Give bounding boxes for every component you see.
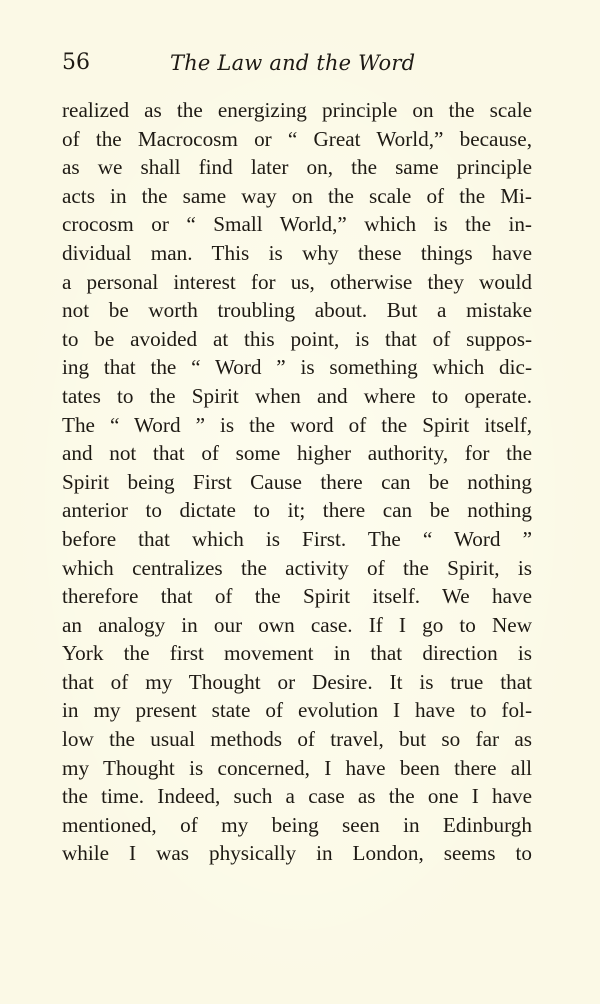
text-line: of the Macrocosm or “ Great World,” because, [62,126,532,151]
text-line: as we shall find later on, the same principle [62,155,532,180]
text-line: and not that of some higher authority, for the [62,441,532,466]
text-line: which centralizes the activity of the Spirit, is [62,555,532,580]
text-line: therefore that of the Spirit itself. We have [62,584,532,609]
text-line: an analogy in our own case. If I go to New [62,612,532,637]
text-line: The “ Word ” is the word of the Spirit itself, [62,412,532,437]
text-line: York the first movement in that direction is [62,641,532,666]
text-line: my Thought is concerned, I have been there all [62,755,532,780]
running-head [62,48,542,80]
text-line: tates to the Spirit when and where to operate. [62,383,532,408]
body-text [62,96,532,868]
text-line: the time. Indeed, such a case as the one I have [62,784,532,809]
text-line: not be worth troubling about. But a mistake [62,298,532,323]
text-line: that of my Thought or Desire. It is true that [62,669,532,694]
text-line: in my present state of evolution I have to fol- [62,698,532,723]
text-line: while I was physically in London, seems to [62,841,532,866]
text-line: before that which is First. The “ Word ” [62,526,532,551]
book-title: The Law and the Word [170,51,416,75]
text-line: realized as the energizing principle on the scale [62,98,532,122]
text-line: dividual man. This is why these things have [62,240,532,265]
text-line: mentioned, of my being seen in Edinburgh [62,812,532,837]
text-line: ing that the “ Word ” is something which dic- [62,355,532,380]
text-line: anterior to dictate to it; there can be nothing [62,498,532,523]
text-line: Spirit being First Cause there can be nothing [62,469,532,494]
text-line: to be avoided at this point, is that of suppos- [62,326,532,351]
text-line: acts in the same way on the scale of the Mi- [62,183,532,208]
text-line: a personal interest for us, otherwise they would [62,269,532,294]
page-number: 56 [62,50,90,75]
text-line: crocosm or “ Small World,” which is the in- [62,212,532,237]
text-line: low the usual methods of travel, but so far as [62,727,532,752]
